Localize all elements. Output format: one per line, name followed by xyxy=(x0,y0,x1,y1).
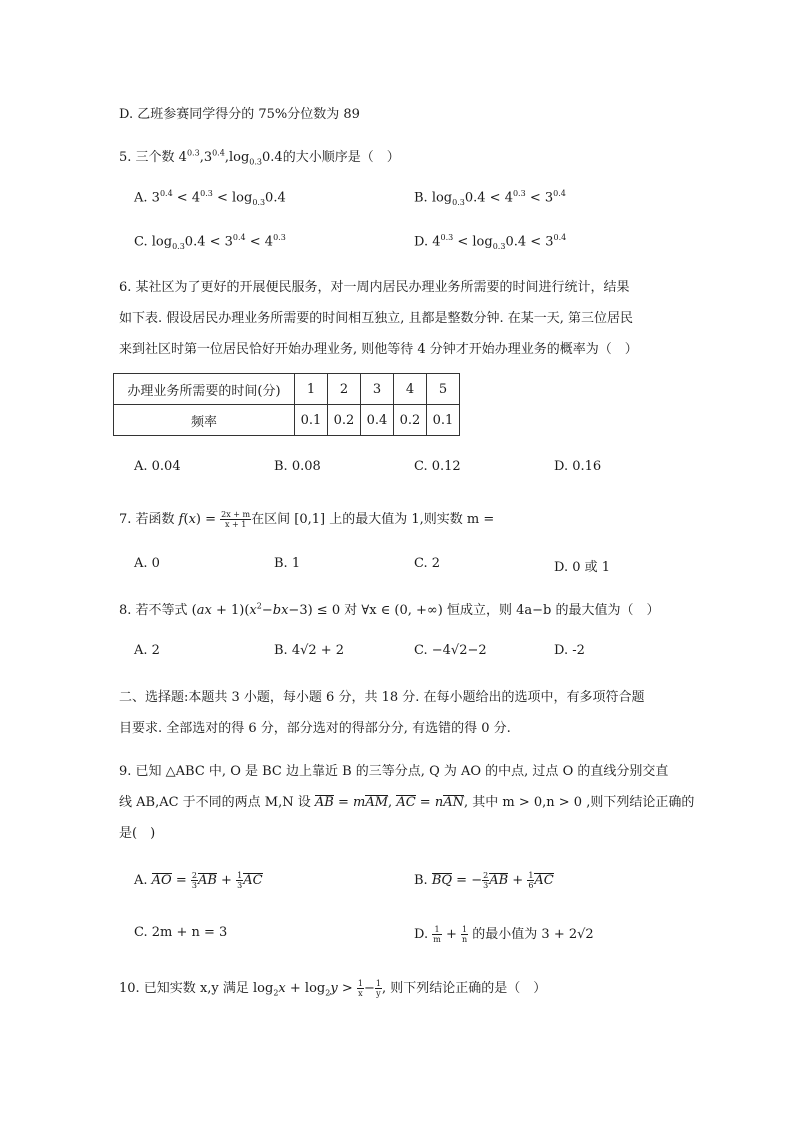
q5-option-d: D. $4^{0.3} < \log_{0.3}0.4 < 3^{0.4}$ xyxy=(414,233,567,251)
q10-stem: 10. 已知实数 x,y 满足 $\log_2x + \log_2y$ > $\frac{1}{x}$ − $\frac{1}{y}$ , 则下列结论正确的是（ ） xyxy=(119,979,547,998)
table-cell: 3 xyxy=(361,374,394,405)
table-cell: 0.1 xyxy=(295,405,328,436)
section2-intro-line2: 目要求. 全部选对的得 6 分，部分选对的得部分分, 有选错的得 0 分. xyxy=(119,721,511,736)
table-cell: 1 xyxy=(295,374,328,405)
q8-option-d: D. -2 xyxy=(554,643,585,658)
table-cell: 5 xyxy=(427,374,460,405)
q9-stem-line1: 9. 已知 △ABC 中, O 是 BC 边上靠近 B 的三等分点, Q 为 AO 的中点, 过点 O 的直线分别交直 xyxy=(119,764,669,779)
q7-option-b: B. 1 xyxy=(274,556,301,571)
q9-option-d: D. $\frac{1}{m}$ + $\frac{1}{n}$ 的最小值为 3 + 2√2 xyxy=(414,925,594,944)
table-cell: 0.1 xyxy=(427,405,460,436)
q5-option-b: B. $\log_{0.3}0.4 < 4^{0.3} < 3^{0.4}$ xyxy=(414,189,566,207)
section2-intro-line1: 二、选择题:本题共 3 小题，每小题 6 分，共 18 分. 在每小题给出的选项中，有多项符合题 xyxy=(119,690,645,705)
q8-option-b: B. 4√2 + 2 xyxy=(274,643,345,658)
q7-option-a: A. 0 xyxy=(134,556,160,571)
q9-option-c: C. 2m + n = 3 xyxy=(134,925,228,940)
table-cell: 0.2 xyxy=(328,405,361,436)
q6-stem-line3: 来到社区时第一位居民恰好开始办理业务, 则他等待 4 分钟才开始办理业务的概率为（ ） xyxy=(119,342,638,357)
q6-option-c: C. 0.12 xyxy=(414,459,461,474)
q8-stem: 8. 若不等式 $(ax + 1)(x^2-bx-3) \le 0$ 对 ∀x ∈ (0, +∞) 恒成立，则 4a−b 的最大值为（ ） xyxy=(119,601,660,618)
table-row-times xyxy=(114,374,460,405)
table-cell: 4 xyxy=(394,374,427,405)
q8-option-a: A. 2 xyxy=(134,643,160,658)
q8-option-c: C. −4√2−2 xyxy=(414,643,487,658)
q6-option-d: D. 0.16 xyxy=(554,459,602,474)
q5-option-c: C. $\log_{0.3}0.4 < 3^{0.4} < 4^{0.3}$ xyxy=(134,233,286,251)
q7-stem: 7. 若函数 f(x) = $\frac{2x + m}{x + 1}$ 在区间 [0,1] 上的最大值为 1,则实数 m = xyxy=(119,510,495,529)
table-cell: 0.2 xyxy=(394,405,427,436)
q7-option-d: D. 0 或 1 xyxy=(554,560,611,575)
q9-stem-line3: 是( ) xyxy=(119,826,156,841)
q9-option-b: B. BQ = − $\frac{2}{3}$ AB + $\frac{1}{6}$ AC xyxy=(414,871,554,890)
table-cell: 0.4 xyxy=(361,405,394,436)
table-header-time: 办理业务所需要的时间(分) xyxy=(114,374,295,405)
q7-option-c: C. 2 xyxy=(414,556,441,571)
q9-option-a: A. AO = $\frac{2}{3}$ AB + $\frac{1}{3}$ AC xyxy=(134,871,263,890)
q5-stem: 5. 三个数 $4^{0.3},3^{0.4},\log_{0.3}0.4$的大小顺序是（ ） xyxy=(119,148,400,167)
q9-stem-line2: 线 AB,AC 于不同的两点 M,N 设 AB = mAM, AC = nAN, 其中 m > 0,n > 0 ,则下列结论正确的 xyxy=(119,795,695,810)
q5-option-a: A. $3^{0.4} < 4^{0.3} < \log_{0.3}0.4$ xyxy=(134,189,286,207)
table-header-frequency: 频率 xyxy=(114,405,295,436)
q6-stem-line1: 6. 某社区为了更好的开展便民服务，对一周内居民办理业务所需要的时间进行统计，结果 xyxy=(119,280,630,295)
frequency-table xyxy=(113,373,460,436)
q6-option-a: A. 0.04 xyxy=(134,459,181,474)
table-row-freq xyxy=(114,405,460,436)
table-cell: 2 xyxy=(328,374,361,405)
q6-option-b: B. 0.08 xyxy=(274,459,321,474)
q6-stem-line2: 如下表. 假设居民办理业务所需要的时间相互独立, 且都是整数分钟. 在某一天, 第三位居民 xyxy=(119,311,634,326)
q4-option-d: D. 乙班参赛同学得分的 75%分位数为 89 xyxy=(119,107,360,122)
